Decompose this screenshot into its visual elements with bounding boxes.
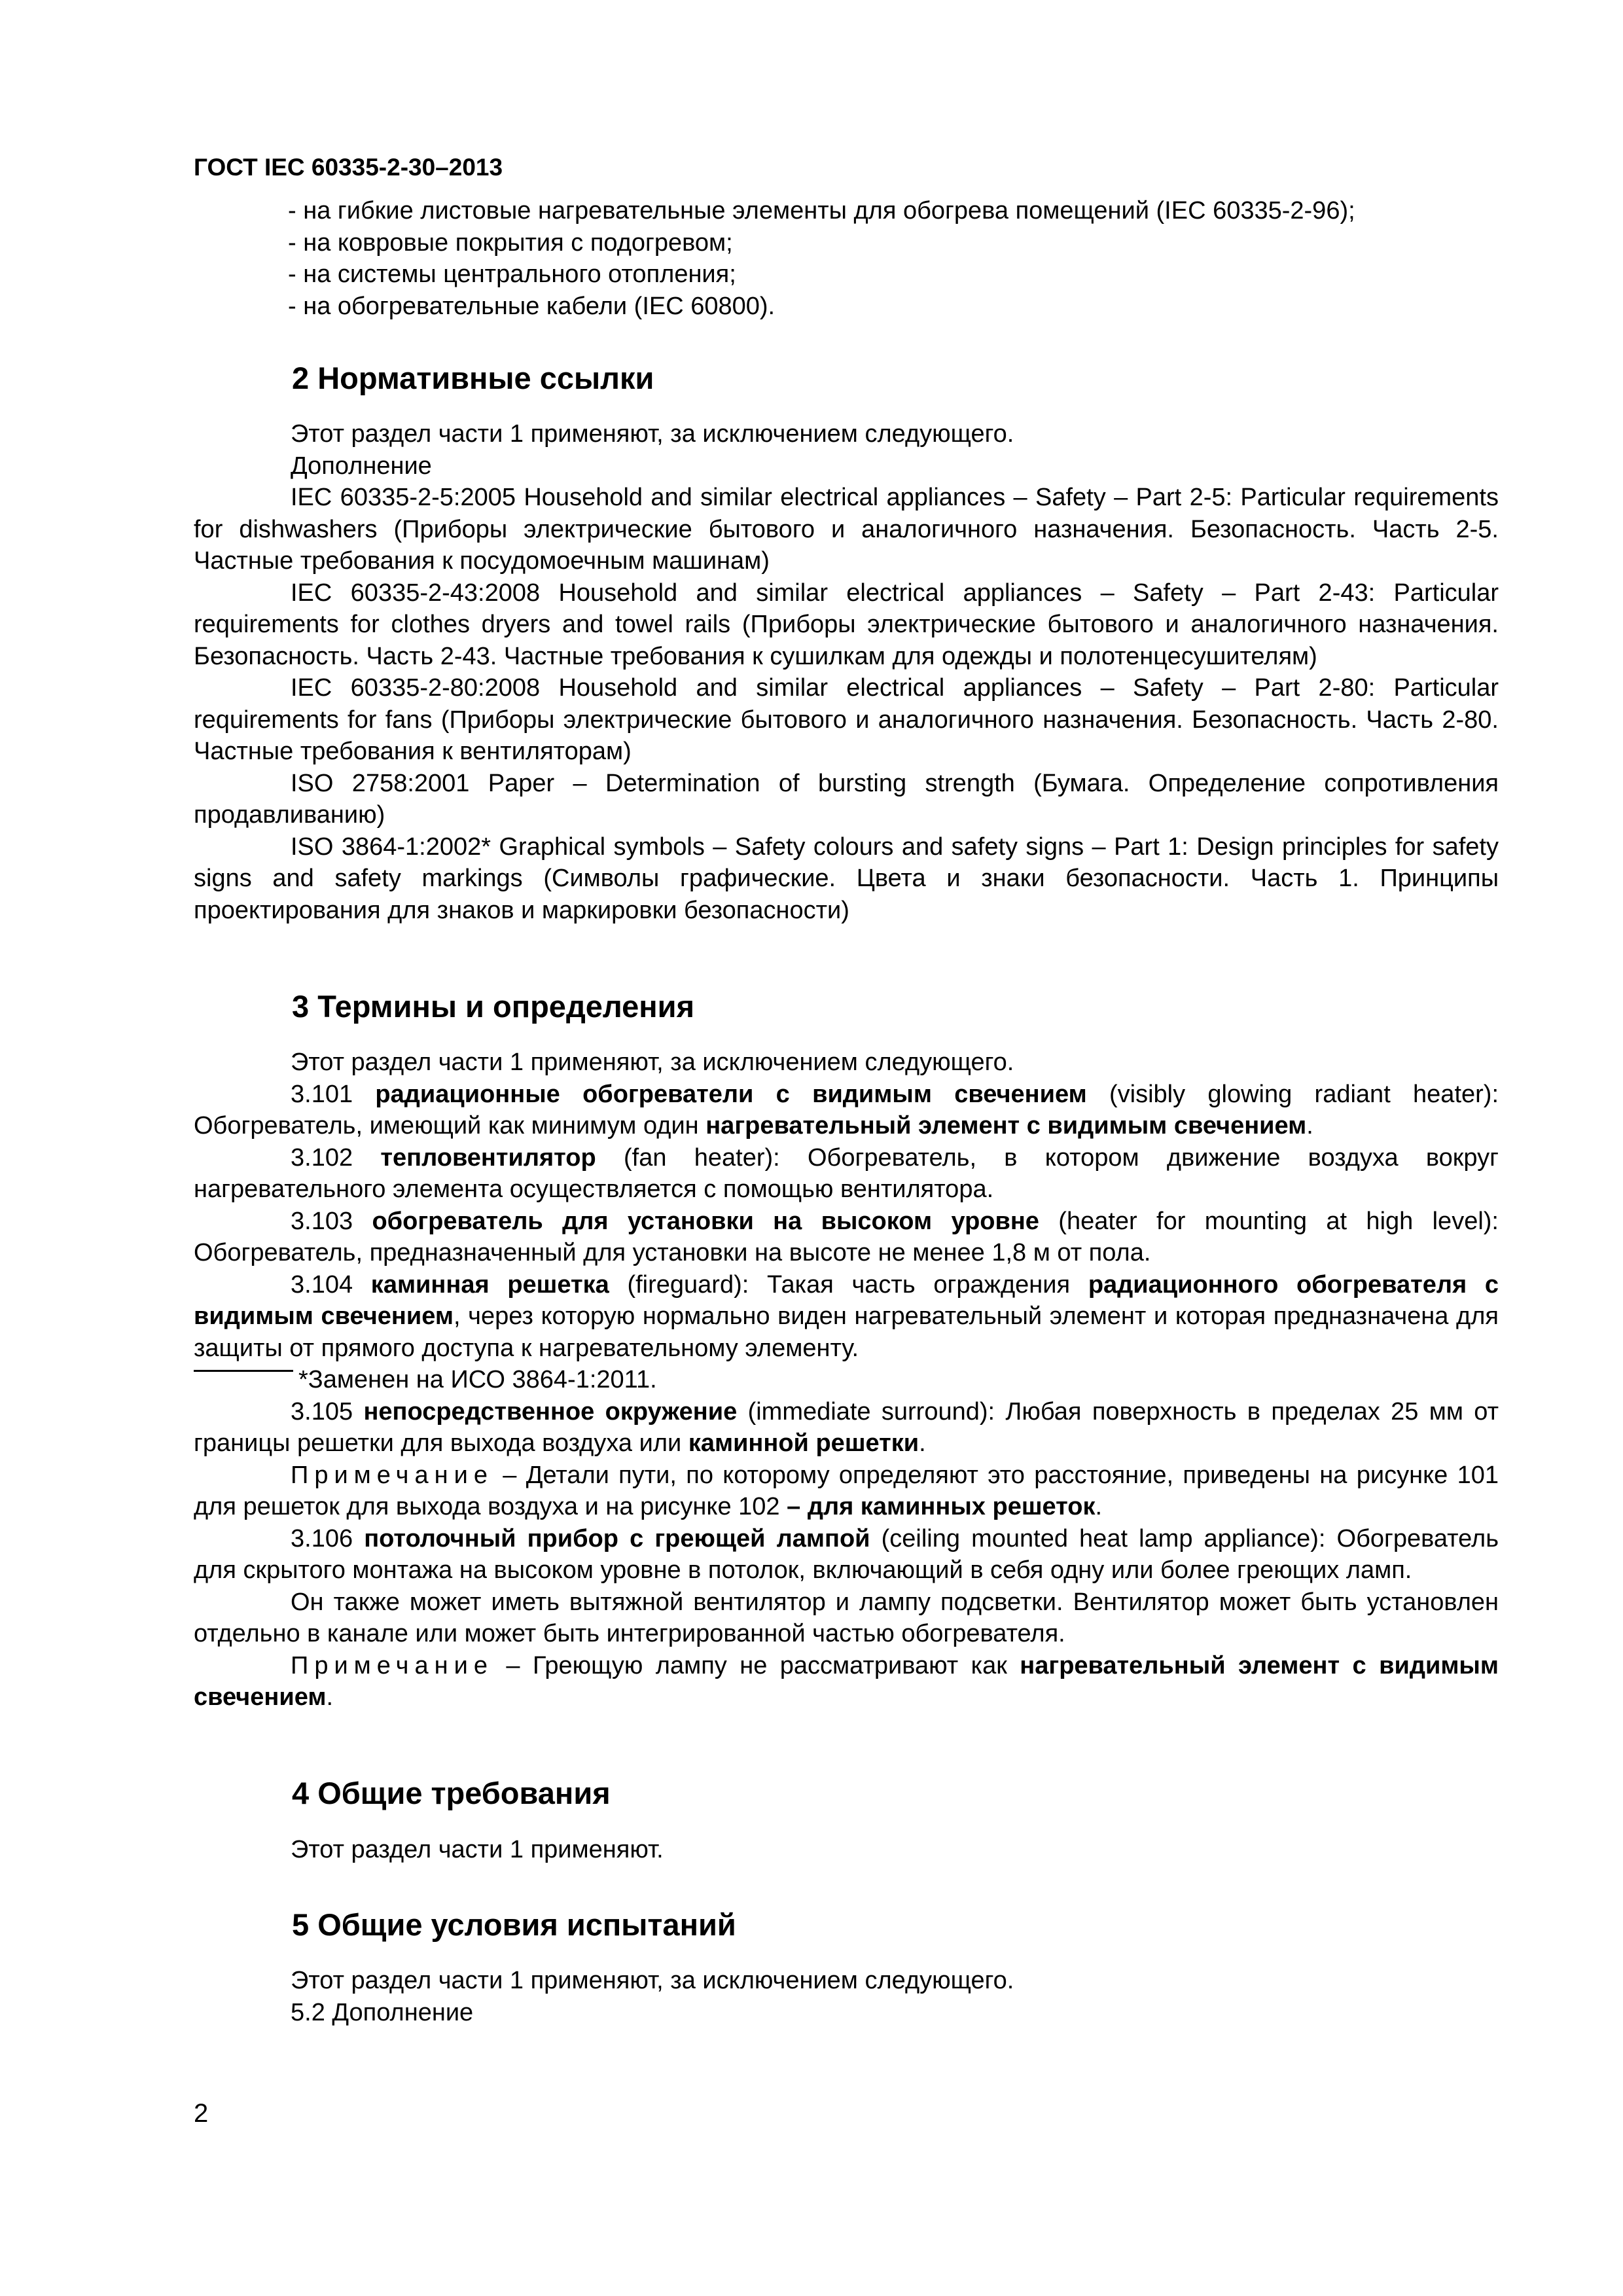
- term-title: тепловентилятор: [380, 1143, 596, 1172]
- reference-item: ISO 3864-1:2002* Graphical symbols – Safety colours and safety signs – Part 1: Design principles for safety signs and safety markings (Символы графические. Цвета и знаки безопасности. Часть 1. Принципы проектирования для знаков и маркировки безопасности): [194, 833, 1499, 924]
- footnote-text: *Заменен на ИСО 3864-1:2011.: [298, 1366, 657, 1393]
- section-3-body: [194, 1047, 1499, 1713]
- footnote-rule: [194, 1370, 293, 1372]
- page-number: 2: [194, 2099, 209, 2128]
- list-item: - на гибкие листовые нагревательные элементы для обогрева помещений (IEC 60335-2-96);: [288, 197, 1355, 224]
- term-title: радиационные обогреватели с видимым свечением: [375, 1080, 1087, 1108]
- term-3-105: 3.105 непосредственное окружение (immediate surround): Любая поверхность в пределах 25 мм от границы решетки для выхода воздуха или каминной решетки.: [194, 1397, 1499, 1457]
- section-heading-3: 3 Термины и определения: [292, 989, 694, 1024]
- section-heading-4: 4 Общие требования: [292, 1776, 611, 1810]
- term-3-102: 3.102 тепловентилятор (fan heater): Обогреватель, в котором движение воздуха вокруг нагревательного элемента осуществляется с помощью вентилятора.: [194, 1143, 1499, 1203]
- term-3-104: 3.104 каминная решетка (fireguard): Такая часть ограждения радиационного обогревателя с видимым свечением, через которую нормально виден нагревательный элемент и которая предназначена для защиты от прямого доступа к нагревательному элементу.: [194, 1270, 1499, 1362]
- note-label: Примечание: [291, 1651, 493, 1679]
- reference-item: IEC 60335-2-5:2005 Household and similar electrical appliances – Safety – Part 2-5: Particular requirements for dishwashers (Приборы электрические бытового и аналогичного назначения. Безопасность. Часть 2-5. Частные требования к посудомоечным машинам): [194, 484, 1499, 575]
- term-3-101: 3.101 радиационные обогреватели с видимым свечением (visibly glowing radiant heater): Обогреватель, имеющий как минимум один нагревательный элемент с видимым свечением.: [194, 1080, 1499, 1139]
- term-reference: радиационного обогревателя с видимым свечением: [194, 1270, 1499, 1330]
- list-item: - на ковровые покрытия с подогревом;: [288, 228, 733, 257]
- reference-item: IEC 60335-2-80:2008 Household and similar electrical appliances – Safety – Part 2-80: Particular requirements for fans (Приборы электрические бытового и аналогичного назначения. Безопасность. Часть 2-80. Частные требования к вентиляторам): [194, 674, 1499, 765]
- list-item: - на системы центрального отопления;: [288, 260, 736, 288]
- standard-header: ГОСТ IEC 60335-2-30–2013: [194, 154, 503, 181]
- paragraph: Он также может иметь вытяжной вентилятор и лампу подсветки. Вентилятор может быть установлен отдельно в канале или может быть интегрированной частью обогревателя.: [194, 1588, 1499, 1647]
- term-3-103: 3.103 обогреватель для установки на высоком уровне (heater for mounting at high level): Обогреватель, предназначенный для установки на высоте не менее 1,8 м от пола.: [194, 1207, 1499, 1266]
- paragraph: Дополнение: [291, 452, 432, 480]
- section-heading-5: 5 Общие условия испытаний: [292, 1907, 736, 1942]
- footnote: [194, 1364, 1499, 1396]
- term-3-106: 3.106 потолочный прибор с греющей лампой (ceiling mounted heat lamp appliance): Обогреватель для скрытого монтажа на высоком уровне в потолок, включающий в себя одну или более греющих ламп.: [194, 1524, 1499, 1584]
- term-reference: каминной решетки: [688, 1429, 919, 1457]
- list-item: - на обогревательные кабели (IEC 60800).: [288, 292, 776, 320]
- term-title: непосредственное окружение: [363, 1397, 738, 1426]
- paragraph: Этот раздел части 1 применяют.: [291, 1836, 664, 1863]
- paragraph: Этот раздел части 1 применяют, за исключением следующего.: [291, 1967, 1014, 1994]
- paragraph: Этот раздел части 1 применяют, за исключением следующего.: [291, 420, 1014, 448]
- section-5-body: [194, 1965, 1499, 2028]
- section-2-body: [194, 418, 1499, 926]
- term-title: потолочный прибор с греющей лампой: [364, 1524, 870, 1552]
- subsection-label: 5.2 Дополнение: [291, 1998, 474, 2026]
- section-4-body: [194, 1834, 1499, 1866]
- term-title: каминная решетка: [370, 1270, 609, 1299]
- note-paragraph: Примечание – Детали пути, по которому определяют это расстояние, приведены на рисунке 101 для решеток для выхода воздуха и на рисунке 102 – для каминных решеток.: [194, 1461, 1499, 1520]
- term-reference: нагревательный элемент с видимым свечением: [705, 1112, 1307, 1139]
- note-label: Примечание: [291, 1461, 493, 1489]
- term-title: обогреватель для установки на высоком уровне: [372, 1207, 1039, 1235]
- reference-item: ISO 2758:2001 Paper – Determination of bursting strength (Бумага. Определение сопротивления продавливанию): [194, 769, 1499, 829]
- scope-exclusion-list: [288, 195, 1518, 322]
- paragraph: Этот раздел части 1 применяют, за исключением следующего.: [291, 1049, 1014, 1076]
- section-heading-2: 2 Нормативные ссылки: [292, 361, 654, 395]
- reference-item: IEC 60335-2-43:2008 Household and similar electrical appliances – Safety – Part 2-43: Particular requirements for clothes dryers and towel rails (Приборы электрические бытового и аналогичного назначения. Безопасность. Часть 2-43. Частные требования к сушилкам для одежды и полотенцесушителям): [194, 579, 1499, 670]
- note-paragraph: Примечание – Греющую лампу не рассматривают как нагревательный элемент с видимым свечением.: [194, 1651, 1499, 1711]
